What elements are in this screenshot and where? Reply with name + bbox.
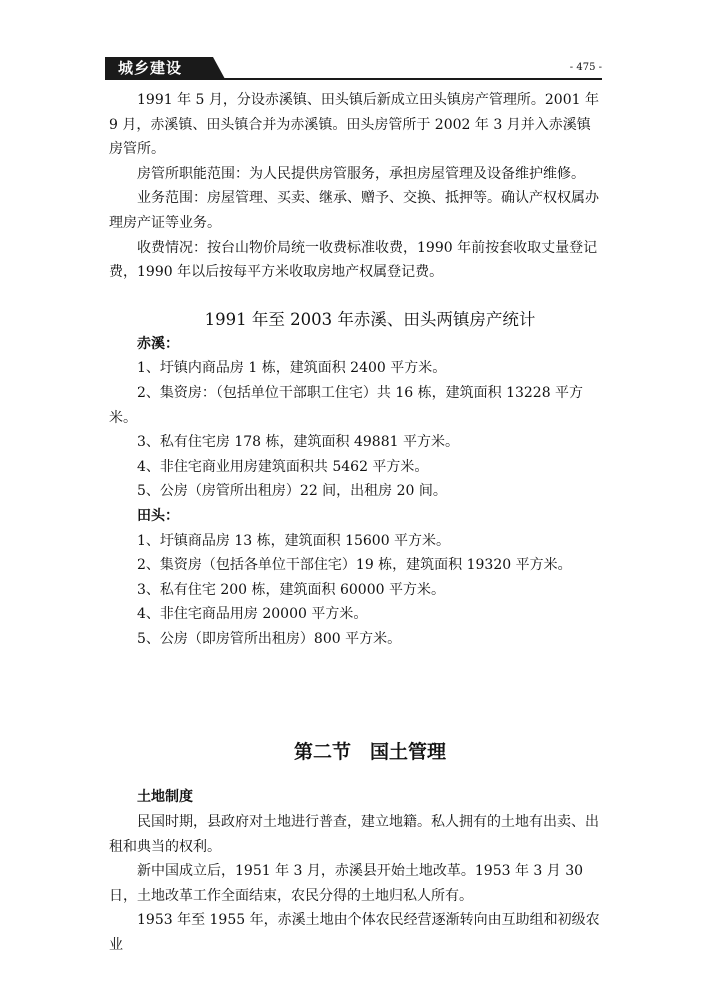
stats-title: 1991 年至 2003 年赤溪、田头两镇房产统计 [204, 309, 536, 329]
tiantou-heading: 田头： [137, 507, 179, 524]
topic-heading: 土地制度 [137, 789, 193, 806]
list-item: 3、私有住宅房 178 栋，建筑面积 49881 平方米。 [137, 434, 459, 451]
section-title: 第二节 国土管理 [293, 741, 446, 764]
list-item: 1、圩镇商品房 13 栋，建筑面积 15600 平方米。 [137, 532, 451, 549]
list-item: 5、公房（即房管所出租房）800 平方米。 [137, 630, 402, 647]
list-item: 1、圩镇内商品房 1 栋，建筑面积 2400 平方米。 [137, 360, 447, 377]
list-item: 4、非住宅商业用房建筑面积共 5462 平方米。 [137, 458, 429, 475]
header-rule [105, 78, 602, 80]
list-item: 2、集资房：（包括单位干部职工住宅）共 16 栋，建筑面积 13228 平方米。 [109, 384, 584, 426]
page-number: - 475 - [569, 62, 602, 73]
paragraph: 1991 年 5 月，分设赤溪镇、田头镇后新成立田头镇房产管理所。2001 年 9 月，赤溪镇、田头镇合并为赤溪镇。田头房管所于 2002 年 3 月并入赤溪镇房管所。 [109, 92, 599, 158]
running-header-section: 城乡建设 [118, 59, 183, 77]
page-body [109, 88, 603, 958]
paragraph: 业务范围：房屋管理、买卖、继承、赠予、交换、抵押等。确认产权权属办理房产证等业务。 [109, 190, 599, 231]
paragraph: 收费情况：按台山物价局统一收费标准收费，1990 年前按套收取丈量登记费，1990 年以后按每平方米收取房地产权属登记费。 [109, 239, 598, 281]
list-item: 4、非住宅商品用房 20000 平方米。 [137, 606, 368, 623]
chixi-heading: 赤溪： [137, 335, 179, 352]
paragraph: 房管所职能范围：为人民提供房管服务，承担房屋管理及设备维护维修。 [137, 165, 585, 182]
paragraph: 民国时期，县政府对土地进行普查，建立地籍。私人拥有的土地有出卖、出租和典当的权利。 [109, 814, 599, 855]
list-item: 5、公房（房管所出租房）22 间，出租房 20 间。 [137, 483, 447, 500]
paragraph: 新中国成立后，1951 年 3 月，赤溪县开始土地改革。1953 年 3 月 30 日，土地改革工作全面结束，农民分得的土地归私人所有。 [109, 863, 584, 904]
list-item: 2、集资房（包括各单位干部住宅）19 栋，建筑面积 19320 平方米。 [137, 557, 572, 574]
paragraph: 1953 年至 1955 年，赤溪土地由个体农民经营逐渐转向由互助组和初级农业 [109, 912, 600, 954]
list-item: 3、私有住宅 200 栋，建筑面积 60000 平方米。 [137, 581, 445, 598]
